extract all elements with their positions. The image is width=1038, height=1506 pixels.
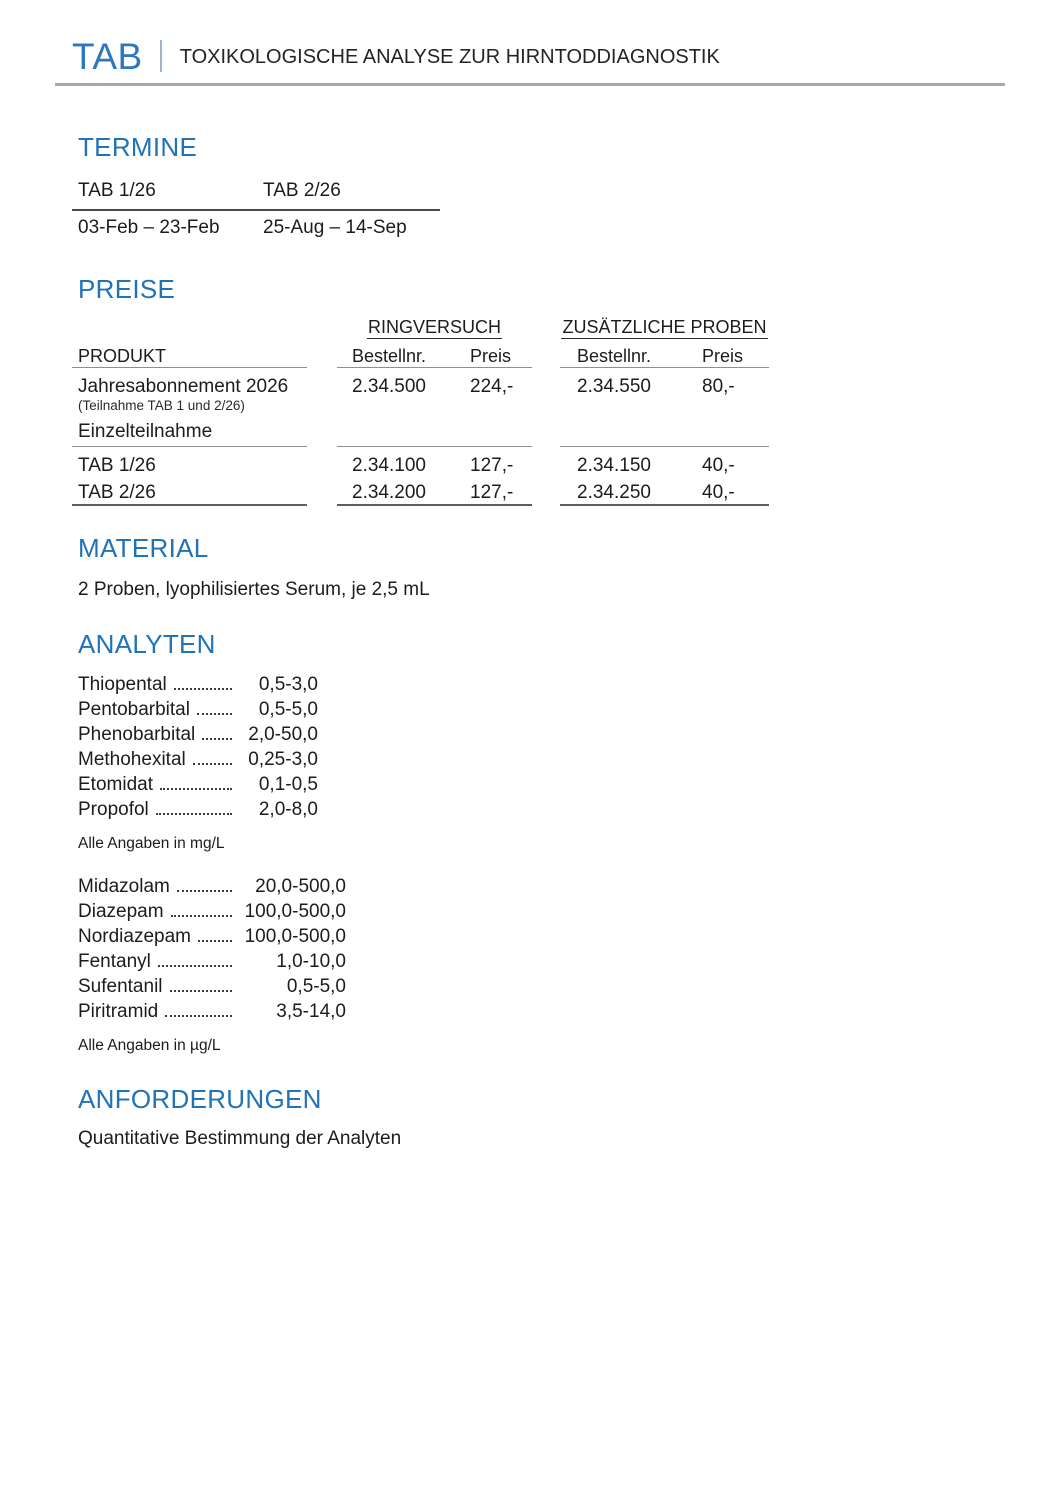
- analyte-range: 0,5-3,0: [258, 673, 318, 695]
- analyte-range: 0,5-5,0: [286, 975, 346, 997]
- material-heading: MATERIAL: [78, 532, 209, 563]
- cell-bestellnr: 2.34.250: [577, 481, 651, 503]
- analyte-row: [78, 799, 318, 824]
- analyte-row: [78, 774, 318, 799]
- analyte-name: Etomidat: [78, 773, 153, 795]
- document-header: [72, 34, 1038, 78]
- column-header-bestellnr-zp: Bestellnr.: [577, 345, 652, 366]
- termine-date-cell: 25-Aug – 14-Sep: [263, 216, 407, 238]
- column-header-preis-zp: Preis: [702, 345, 744, 366]
- analyte-leader: [158, 965, 232, 967]
- analyte-leader: [160, 788, 232, 790]
- analyte-range: 100,0-500,0: [244, 925, 346, 947]
- cell-bestellnr: 2.34.150: [577, 454, 651, 476]
- cell-bestellnr: 2.34.200: [352, 481, 426, 503]
- analyte-name: Sufentanil: [78, 975, 163, 997]
- analyte-leader: [193, 763, 232, 765]
- column-header-produkt: PRODUKT: [78, 345, 167, 366]
- subheader-einzelteilnahme: Einzelteilnahme: [78, 420, 213, 442]
- section-material: [0, 534, 1038, 601]
- analyte-range: 2,0-8,0: [258, 798, 318, 820]
- termine-heading: TERMINE: [78, 132, 198, 162]
- cell-preis: 127,-: [470, 454, 514, 476]
- termine-table: [72, 178, 440, 239]
- termine-header-row: [72, 178, 440, 211]
- cell-preis: 80,-: [702, 375, 735, 397]
- analyte-row: [78, 699, 318, 724]
- analyte-row: [78, 926, 346, 951]
- group-header-ringversuch: RINGVERSUCH: [367, 316, 501, 337]
- analyte-name: Diazepam: [78, 900, 164, 922]
- product-code-logo: TAB: [72, 35, 143, 77]
- termine-col-header: TAB 2/26: [263, 179, 341, 201]
- analyte-leader: [198, 940, 232, 942]
- analyte-leader: [177, 890, 232, 892]
- analyte-name: Nordiazepam: [78, 925, 191, 947]
- page: [0, 34, 1038, 1506]
- termine-date-row: [72, 211, 440, 239]
- table-row: [72, 371, 1038, 398]
- analyte-row: [78, 976, 346, 1001]
- column-header-preis-rv: Preis: [470, 345, 512, 366]
- section-anforderungen: [0, 1085, 1038, 1151]
- analyte-leader: [174, 688, 232, 690]
- termine-col-header: TAB 1/26: [78, 179, 156, 201]
- analyte-leader: [197, 713, 232, 715]
- analyte-range: 3,5-14,0: [276, 1000, 346, 1022]
- analyte-row: [78, 674, 318, 699]
- document-title: TOXIKOLOGISCHE ANALYSE ZUR HIRNTODDIAGNOSTIK: [179, 46, 720, 68]
- analyte-leader: [156, 813, 232, 815]
- table-row: [72, 477, 1038, 504]
- cell-produkt: TAB 1/26: [78, 454, 156, 476]
- analyte-name: Propofol: [78, 798, 149, 820]
- analyte-row: [78, 724, 318, 749]
- unit-note-ug: Alle Angaben in µg/L: [78, 1036, 221, 1054]
- anforderungen-heading: ANFORDERUNGEN: [78, 1083, 322, 1114]
- anforderungen-text: Quantitative Bestimmung der Analyten: [78, 1128, 402, 1150]
- analyte-leader: [165, 1015, 232, 1017]
- group-header-row: [72, 314, 1038, 338]
- header-rule: [55, 83, 1005, 86]
- header-divider: [160, 40, 162, 72]
- table-row: [72, 450, 1038, 477]
- analyte-leader: [202, 738, 232, 740]
- section-analyten: [0, 630, 1038, 1055]
- column-header-row: [72, 338, 1038, 367]
- cell-preis: 40,-: [702, 481, 735, 503]
- analyte-name: Methohexital: [78, 748, 186, 770]
- analyte-name: Phenobarbital: [78, 723, 196, 745]
- analyte-list-ug: [78, 876, 1038, 1026]
- analyte-range: 0,25-3,0: [248, 748, 318, 770]
- preise-table: [0, 314, 1038, 507]
- analyte-range: 100,0-500,0: [244, 900, 346, 922]
- cell-bestellnr: 2.34.100: [352, 454, 426, 476]
- analyte-row: [78, 951, 346, 976]
- group-header-zusaetzliche-proben: ZUSÄTZLICHE PROBEN: [562, 316, 767, 337]
- section-termine: [0, 133, 1038, 239]
- preise-heading: PREISE: [78, 273, 176, 304]
- analyte-name: Fentanyl: [78, 950, 151, 972]
- analyte-range: 20,0-500,0: [255, 875, 346, 897]
- analyte-range: 1,0-10,0: [276, 950, 346, 972]
- analyte-name: Thiopental: [78, 673, 167, 695]
- termine-date-cell: 03-Feb – 23-Feb: [78, 216, 220, 238]
- analyte-range: 2,0-50,0: [248, 723, 318, 745]
- analyte-row: [78, 901, 346, 926]
- analyte-row: [78, 876, 346, 901]
- cell-bestellnr: 2.34.550: [577, 375, 651, 397]
- row-note: (Teilnahme TAB 1 und 2/26): [78, 397, 245, 413]
- section-preise: [0, 275, 1038, 507]
- analyte-row: [78, 749, 318, 774]
- analyte-range: 0,5-5,0: [258, 698, 318, 720]
- column-header-bestellnr-rv: Bestellnr.: [352, 345, 427, 366]
- analyte-leader: [170, 990, 232, 992]
- material-text: 2 Proben, lyophilisiertes Serum, je 2,5 mL: [78, 578, 430, 600]
- analyte-name: Piritramid: [78, 1000, 159, 1022]
- cell-preis: 127,-: [470, 481, 514, 503]
- unit-note-mg: Alle Angaben in mg/L: [78, 834, 225, 852]
- analyte-leader: [171, 915, 232, 917]
- cell-bestellnr: 2.34.500: [352, 375, 426, 397]
- cell-preis: 224,-: [470, 375, 514, 397]
- cell-produkt: TAB 2/26: [78, 481, 156, 503]
- analyte-range: 0,1-0,5: [258, 773, 318, 795]
- analyte-name: Midazolam: [78, 875, 170, 897]
- table-bottom-line: [72, 504, 1038, 507]
- cell-preis: 40,-: [702, 454, 735, 476]
- analyte-list-mg: [78, 674, 1038, 824]
- analyte-row: [78, 1001, 346, 1026]
- analyte-name: Pentobarbital: [78, 698, 190, 720]
- cell-produkt: Jahresabonnement 2026: [78, 375, 289, 397]
- analyten-heading: ANALYTEN: [78, 628, 216, 659]
